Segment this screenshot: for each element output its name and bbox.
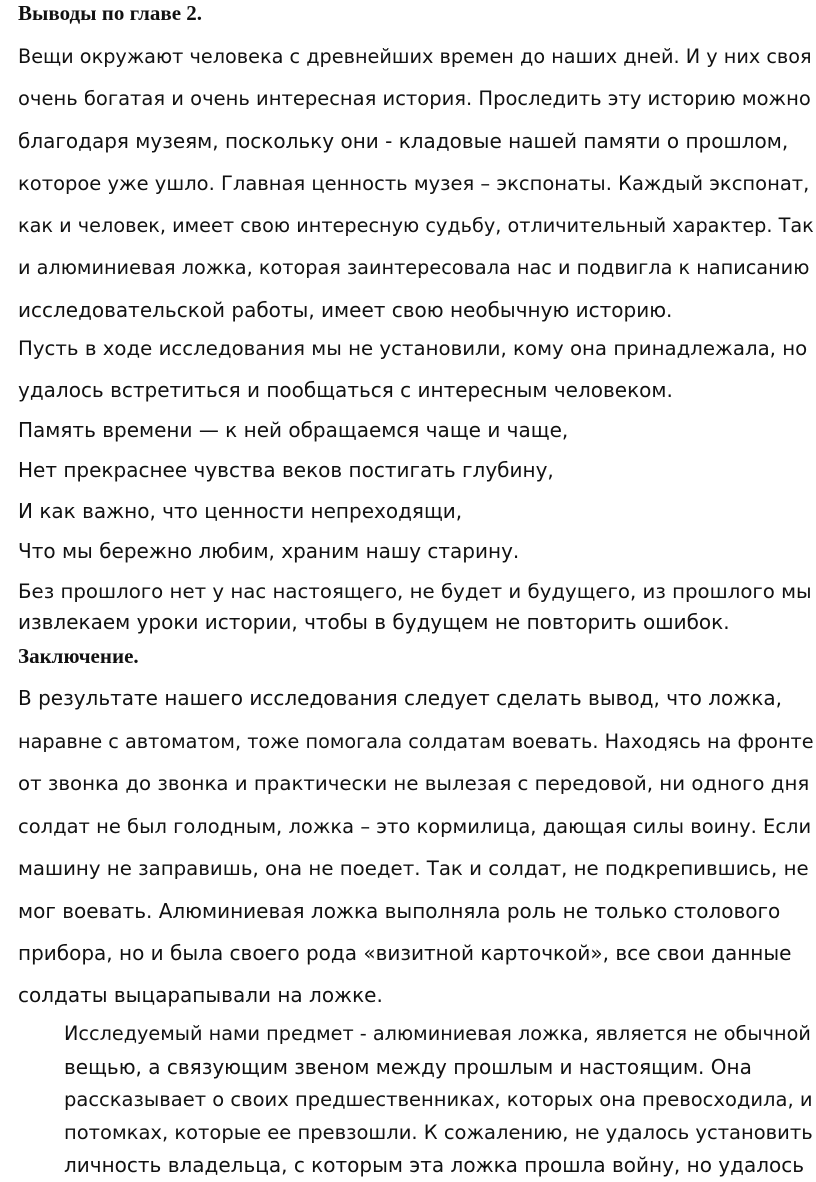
- indented-text-line: Исследуемый нами предмет - алюминиевая ложка, является не обычной: [64, 1022, 811, 1045]
- indented-text-line: рассказывает о своих предшественниках, которых она превосходила, и: [64, 1088, 813, 1111]
- text-line: очень богатая и очень интересная история. Проследить эту историю можно: [18, 87, 811, 110]
- text-line: благодаря музеям, поскольку они - кладовые нашей памяти о прошлом,: [18, 129, 789, 153]
- text-line: Без прошлого нет у нас настоящего, не будет и будущего, из прошлого мы: [18, 580, 812, 603]
- text-line: извлекаем уроки истории, чтобы в будущем не повторить ошибок.: [18, 610, 730, 634]
- indented-text-line: вещью, а связующим звеном между прошлым и настоящим. Она: [64, 1055, 752, 1079]
- conclusion-heading: Заключение.: [18, 644, 139, 668]
- indented-text-line: личность владельца, с которым эта ложка прошла войну, но удалось: [64, 1153, 805, 1177]
- chapter-conclusions-heading: Выводы по главе 2.: [18, 1, 203, 25]
- text-line: и алюминиевая ложка, которая заинтересовала нас и подвигла к написанию: [18, 256, 810, 279]
- poem-line: Что мы бережно любим, храним нашу старину.: [18, 539, 520, 563]
- text-line: В результате нашего исследования следует сделать вывод, что ложка,: [18, 686, 782, 710]
- text-line: машину не заправишь, она не поедет. Так и солдат, не подкрепившись, не: [18, 857, 809, 880]
- poem-line: Нет прекраснее чувства веков постигать глубину,: [18, 458, 554, 482]
- poem-line: И как важно, что ценности непреходящи,: [18, 499, 463, 523]
- text-line: прибора, но и была своего рода «визитной карточкой», все свои данные: [18, 941, 792, 965]
- text-line: Пусть в ходе исследования мы не установили, кому она принадлежала, но: [18, 337, 808, 360]
- text-line: удалось встретиться и пообщаться с интересным человеком.: [18, 378, 673, 402]
- text-line: мог воевать. Алюминиевая ложка выполняла роль не только столового: [18, 899, 781, 923]
- text-line: Вещи окружают человека с древнейших времен до наших дней. И у них своя: [18, 45, 812, 68]
- indented-text-line: потомках, которые ее превзошли. К сожалению, не удалось установить: [64, 1121, 813, 1144]
- text-line: солдаты выцарапывали на ложке.: [18, 983, 383, 1007]
- text-line: как и человек, имеет свою интересную судьбу, отличительный характер. Так: [18, 214, 814, 237]
- text-line: солдат не был голодным, ложка – это кормилица, дающая силы воину. Если: [18, 815, 812, 838]
- text-line: исследовательской работы, имеет свою необычную историю.: [18, 298, 673, 322]
- text-line: от звонка до звонка и практически не вылезая с передовой, ни одного дня: [18, 772, 810, 795]
- poem-line: Память времени — к ней обращаемся чаще и чаще,: [18, 418, 569, 442]
- text-line: которое уже ушло. Главная ценность музея – экспонаты. Каждый экспонат,: [18, 172, 810, 195]
- text-line: наравне с автоматом, тоже помогала солдатам воевать. Находясь на фронте: [18, 730, 814, 753]
